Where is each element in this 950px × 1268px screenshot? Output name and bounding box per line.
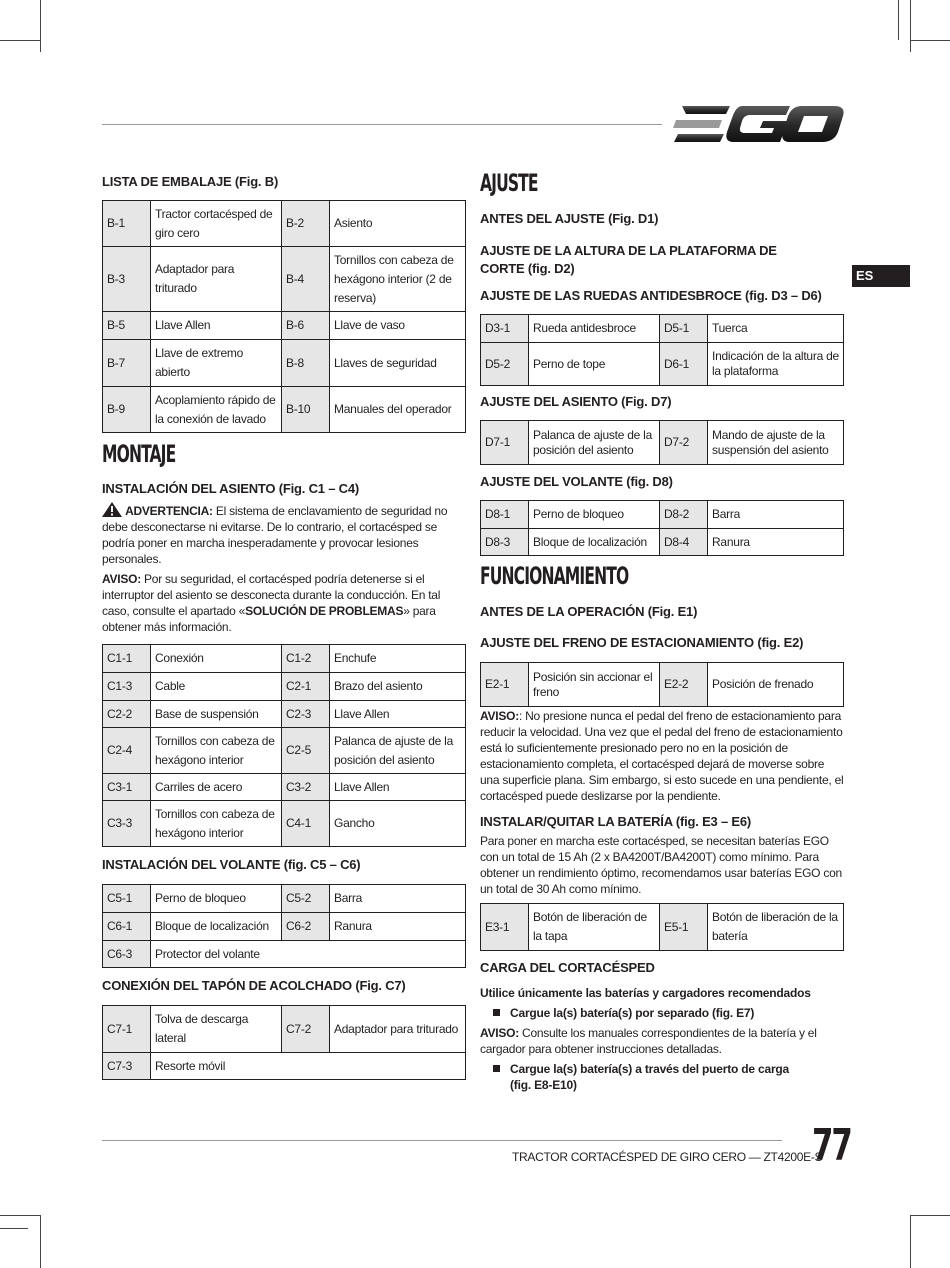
part-desc: Palanca de ajuste de la posición del asiento — [529, 421, 660, 465]
part-desc: Barra — [708, 501, 844, 529]
page-number: 77 — [812, 1120, 851, 1171]
charging-heading: CARGA DEL CORTACÉSPED — [480, 960, 655, 975]
notice-label: AVISO: — [480, 709, 519, 723]
plug-parts-table — [102, 1005, 466, 1080]
funcionamiento-title: FUNCIONAMIENTO — [480, 562, 629, 590]
table-row — [481, 343, 844, 386]
crop-mark — [910, 1215, 911, 1268]
part-desc: Asiento — [330, 201, 466, 247]
bullet-text: Cargue la(s) batería(s) a través del puerto de carga — [510, 1062, 790, 1076]
part-desc: Tornillos con cabeza de hexágono interior — [151, 801, 282, 847]
part-code: C2-4 — [103, 728, 151, 774]
battery-table — [480, 903, 844, 951]
part-desc: Tractor cortacésped de giro cero — [151, 201, 282, 247]
part-desc: Indicación de la altura de la plataforma — [708, 343, 844, 386]
table-row — [103, 774, 466, 801]
part-desc: Llaves de seguridad — [330, 340, 466, 387]
part-code: B-7 — [103, 340, 151, 387]
part-code: C3-2 — [282, 774, 330, 801]
warning-paragraph — [102, 502, 466, 567]
part-code: B-4 — [282, 247, 330, 312]
part-desc: Tuerca — [708, 315, 844, 343]
part-desc: Carriles de acero — [151, 774, 282, 801]
packing-list-heading: LISTA DE EMBALAJE (Fig. B) — [102, 174, 279, 189]
part-desc: Bloque de localización — [151, 913, 282, 941]
footer-rule — [102, 1140, 782, 1141]
part-desc: Perno de bloqueo — [529, 501, 660, 529]
table-row — [103, 340, 466, 387]
part-desc: Base de suspensión — [151, 701, 282, 728]
wheel-adjust-table — [480, 500, 844, 556]
notice-text: : No presione nunca el pedal del freno de estacionamiento para reducir la velocidad. Una vez que el pedal del freno de estacionamiento está lo suficientemente presionado pero no en la posición de estacionamiento completa, el cortacésped dejará de moverse sobre una superficie plana. Sim embargo, si esto sucede en una pendiente, el cortacésped puede deslizarse por la pendiente. — [480, 709, 844, 803]
crop-mark — [898, 0, 899, 40]
notice-text: » para obtener más información. — [102, 604, 436, 634]
table-row — [103, 1006, 466, 1053]
part-code: D8-3 — [481, 529, 529, 556]
part-desc: Gancho — [330, 801, 466, 847]
notice-text: Consulte los manuales correspondientes de la batería y el cargador para obtener instrucciones detalladas. — [480, 1026, 817, 1056]
wheel-parts-table — [102, 884, 466, 968]
part-code: D8-2 — [660, 501, 708, 529]
part-desc: Bloque de localización — [529, 529, 660, 556]
part-code: C7-1 — [103, 1006, 151, 1053]
crop-mark — [910, 0, 911, 52]
part-code: D8-4 — [660, 529, 708, 556]
part-desc: Tornillos con cabeza de hexágono interior — [151, 728, 282, 774]
part-code: C2-3 — [282, 701, 330, 728]
warning-text: El sistema de enclavamiento de seguridad no debe desconectarse ni evitarse. De lo contrario, el cortacésped se podría poner en marcha inesperadamente y provocar lesiones personales. — [102, 504, 448, 566]
part-code: B-8 — [282, 340, 330, 387]
part-desc: Enchufe — [330, 645, 466, 673]
part-desc: Acoplamiento rápido de la conexión de lavado — [151, 387, 282, 433]
part-code: B-2 — [282, 201, 330, 247]
right-column — [480, 168, 844, 1093]
table-row — [481, 904, 844, 951]
part-desc: Conexión — [151, 645, 282, 673]
part-desc: Tornillos con cabeza de hexágono interior (2 de reserva) — [330, 247, 466, 312]
footer-title: TRACTOR CORTACÉSPED DE GIRO CERO — ZT4200E-S — [512, 1150, 823, 1164]
charging-bullet-2 — [480, 1061, 844, 1093]
part-desc: Manuales del operador — [330, 387, 466, 433]
seat-install-heading: INSTALACIÓN DEL ASIENTO (Fig. C1 – C4) — [102, 481, 359, 496]
parking-brake-heading: AJUSTE DEL FRENO DE ESTACIONAMIENTO (fig. E2) — [480, 635, 804, 650]
table-row — [481, 421, 844, 465]
part-desc: Resorte móvil — [151, 1053, 466, 1080]
bullet-text: (fig. E8-E10) — [510, 1078, 577, 1092]
montaje-title: MONTAJE — [102, 440, 176, 468]
table-row — [103, 1053, 466, 1080]
before-adjust-heading: ANTES DEL AJUSTE (Fig. D1) — [480, 211, 659, 226]
part-code: B-1 — [103, 201, 151, 247]
part-code: C6-2 — [282, 913, 330, 941]
anti-scalp-heading: AJUSTE DE LAS RUEDAS ANTIDESBROCE (fig. D3 – D6) — [480, 288, 822, 303]
packing-list-table — [102, 200, 466, 433]
ajuste-title: AJUSTE — [480, 169, 538, 197]
plug-heading: CONEXIÓN DEL TAPÓN DE ACOLCHADO (Fig. C7) — [102, 978, 406, 993]
part-desc: Perno de tope — [529, 343, 660, 386]
table-row — [103, 728, 466, 774]
seat-parts-table — [102, 644, 466, 847]
part-code: B-3 — [103, 247, 151, 312]
bullet-icon — [493, 1065, 500, 1072]
part-code: D5-2 — [481, 343, 529, 386]
part-desc: Rueda antidesbroce — [529, 315, 660, 343]
battery-heading: INSTALAR/QUITAR LA BATERÍA (fig. E3 – E6) — [480, 814, 752, 829]
table-row — [103, 941, 466, 968]
table-row — [103, 913, 466, 941]
bullet-icon — [493, 1009, 500, 1016]
part-desc: Llave Allen — [330, 701, 466, 728]
part-code: D5-1 — [660, 315, 708, 343]
part-desc: Brazo del asiento — [330, 673, 466, 701]
deck-height-heading: AJUSTE DE LA ALTURA DE LA PLATAFORMA DE CORTE (fig. D2) — [480, 243, 777, 276]
part-desc: Botón de liberación de la batería — [708, 904, 844, 951]
anti-scalp-table — [480, 314, 844, 386]
table-row — [103, 673, 466, 701]
part-code: C7-2 — [282, 1006, 330, 1053]
part-desc: Llave de vaso — [330, 312, 466, 340]
part-desc: Posición sin accionar el freno — [529, 663, 660, 707]
part-desc: Palanca de ajuste de la posición del asiento — [330, 728, 466, 774]
wheel-install-heading: INSTALACIÓN DEL VOLANTE (fig. C5 – C6) — [102, 857, 361, 872]
battery-text: Para poner en marcha este cortacésped, se necesitan baterías EGO con un total de 15 Ah (2 x BA4200T/BA4200T) como mínimo. Para obtener un rendimiento óptimo, recomendamos usar baterías EGO con un total de 30 Ah como mínimo. — [480, 834, 842, 896]
table-row — [481, 501, 844, 529]
part-code: C5-2 — [282, 885, 330, 913]
seat-adjust-table — [480, 420, 844, 465]
part-code: D7-1 — [481, 421, 529, 465]
part-code: C1-2 — [282, 645, 330, 673]
notice-label: AVISO: — [102, 572, 141, 586]
charging-bullet-1 — [480, 1005, 844, 1021]
table-row — [481, 529, 844, 556]
table-row — [103, 247, 466, 312]
crop-mark — [0, 1215, 40, 1216]
crop-mark — [40, 1215, 41, 1268]
part-desc: Perno de bloqueo — [151, 885, 282, 913]
part-desc: Adaptador para triturado — [151, 247, 282, 312]
table-row — [103, 312, 466, 340]
part-code: C2-2 — [103, 701, 151, 728]
part-desc: Ranura — [708, 529, 844, 556]
table-row — [103, 701, 466, 728]
seat-adjust-heading: AJUSTE DEL ASIENTO (Fig. D7) — [480, 394, 672, 409]
part-code: D8-1 — [481, 501, 529, 529]
brake-notice — [480, 708, 844, 804]
part-desc: Cable — [151, 673, 282, 701]
part-desc: Barra — [330, 885, 466, 913]
part-desc: Llave Allen — [151, 312, 282, 340]
part-desc: Tolva de descarga lateral — [151, 1006, 282, 1053]
table-row — [103, 645, 466, 673]
warning-label: ADVERTENCIA: — [125, 504, 213, 518]
part-code: E3-1 — [481, 904, 529, 951]
part-code: C1-1 — [103, 645, 151, 673]
table-row — [481, 315, 844, 343]
notice-text: Por su seguridad, el cortacésped podría detenerse si el interruptor del asiento se desconecta durante la conducción. En tal caso, consulte el apartado « — [102, 572, 441, 618]
before-operation-heading: ANTES DE LA OPERACIÓN (Fig. E1) — [480, 604, 698, 619]
part-desc: Adaptador para triturado — [330, 1006, 466, 1053]
language-tab: ES — [852, 265, 910, 287]
warning-icon — [102, 502, 122, 517]
part-code: C6-3 — [103, 941, 151, 968]
part-code: D6-1 — [660, 343, 708, 386]
notice-paragraph — [102, 571, 466, 635]
part-code: C2-5 — [282, 728, 330, 774]
table-row — [103, 387, 466, 433]
part-code: C4-1 — [282, 801, 330, 847]
part-code: C2-1 — [282, 673, 330, 701]
crop-mark — [0, 40, 40, 41]
part-code: B-10 — [282, 387, 330, 433]
part-desc: Botón de liberación de la tapa — [529, 904, 660, 951]
part-code: B-6 — [282, 312, 330, 340]
crop-mark — [0, 1228, 28, 1229]
part-code: D3-1 — [481, 315, 529, 343]
part-desc: Mando de ajuste de la suspensión del asiento — [708, 421, 844, 465]
part-code: D7-2 — [660, 421, 708, 465]
table-row — [103, 801, 466, 847]
part-code: C7-3 — [103, 1053, 151, 1080]
part-code: E5-1 — [660, 904, 708, 951]
left-column — [102, 168, 466, 1080]
part-code: B-9 — [103, 387, 151, 433]
part-code: C3-1 — [103, 774, 151, 801]
part-desc: Ranura — [330, 913, 466, 941]
part-desc: Protector del volante — [151, 941, 466, 968]
part-code: C3-3 — [103, 801, 151, 847]
part-code: C1-3 — [103, 673, 151, 701]
crop-mark — [910, 1215, 950, 1216]
wheel-adjust-heading: AJUSTE DEL VOLANTE (fig. D8) — [480, 474, 673, 489]
charging-notice — [480, 1025, 844, 1057]
crop-mark — [910, 40, 950, 41]
table-row — [103, 885, 466, 913]
part-desc: Llave de extremo abierto — [151, 340, 282, 387]
header-rule — [102, 124, 662, 125]
charging-sub: Utilice únicamente las baterías y cargadores recomendados — [480, 986, 811, 1000]
part-desc: Posición de frenado — [708, 663, 844, 707]
bullet-text: Cargue la(s) batería(s) por separado (fig. E7) — [510, 1006, 755, 1020]
part-code: C6-1 — [103, 913, 151, 941]
part-code: E2-1 — [481, 663, 529, 707]
part-desc: Llave Allen — [330, 774, 466, 801]
part-code: E2-2 — [660, 663, 708, 707]
part-code: B-5 — [103, 312, 151, 340]
table-row — [103, 201, 466, 247]
part-code: C5-1 — [103, 885, 151, 913]
brake-table — [480, 662, 844, 707]
table-row — [481, 663, 844, 707]
notice-label: AVISO: — [480, 1026, 519, 1040]
ego-logo — [672, 104, 844, 144]
crop-mark — [40, 0, 41, 52]
troubleshooting-ref: SOLUCIÓN DE PROBLEMAS — [245, 604, 404, 618]
